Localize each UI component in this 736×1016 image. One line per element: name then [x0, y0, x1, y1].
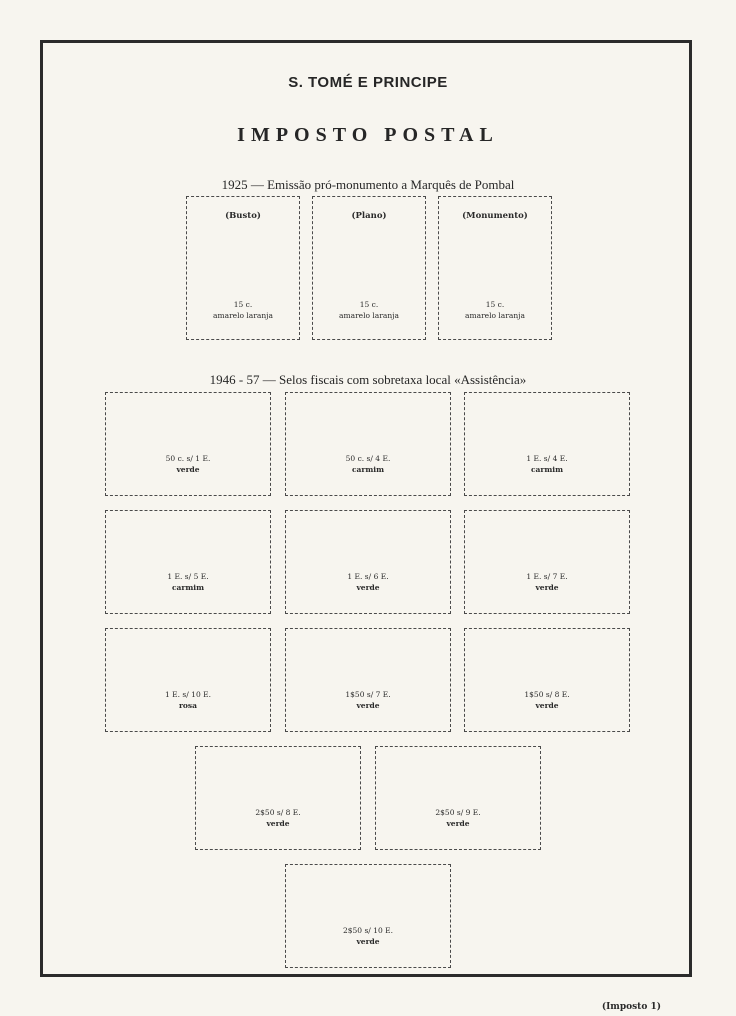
- stamp-color: verde: [176, 465, 200, 474]
- stamp-slot: [285, 392, 451, 496]
- section-title-1925: 1925 — Emissão pró-monumento a Marquês de Pombal: [221, 177, 515, 192]
- stamp-value: 2$50 s/ 9 E.: [435, 808, 481, 817]
- stamp-value: 1 E. s/ 4 E.: [526, 454, 568, 463]
- stamp-slot: [464, 510, 630, 614]
- stamp-slot: [312, 196, 426, 340]
- stamp-slot: [105, 628, 271, 732]
- stamp-color: verde: [356, 701, 380, 710]
- stamp-color: carmim: [171, 583, 205, 592]
- stamp-value: 1 E. s/ 7 E.: [526, 572, 568, 581]
- stamp-color: verde: [535, 583, 559, 592]
- stamp-slot: [464, 628, 630, 732]
- stamp-value: 50 c. s/ 4 E.: [345, 454, 391, 463]
- stamp-color: carmim: [530, 465, 564, 474]
- stamp-color: verde: [266, 819, 290, 828]
- stamp-color: amarelo laranja: [465, 311, 525, 320]
- stamp-value: 1$50 s/ 8 E.: [524, 690, 570, 699]
- stamp-heading: (Plano): [351, 211, 387, 221]
- stamp-value: 15 c.: [485, 300, 505, 309]
- stamp-slot: [105, 510, 271, 614]
- stamp-value: 1 E. s/ 5 E.: [167, 572, 209, 581]
- stamp-value: 1 E. s/ 10 E.: [165, 690, 211, 699]
- stamp-color: amarelo laranja: [339, 311, 399, 320]
- stamp-slot: [285, 628, 451, 732]
- stamp-heading: (Busto): [225, 211, 261, 221]
- stamp-color: verde: [356, 583, 380, 592]
- stamp-value: 2$50 s/ 10 E.: [342, 926, 394, 935]
- stamp-color: amarelo laranja: [213, 311, 273, 320]
- stamp-value: 50 c. s/ 1 E.: [165, 454, 211, 463]
- stamp-slot: [438, 196, 552, 340]
- stamp-heading: (Monumento): [462, 211, 528, 221]
- stamp-color: verde: [535, 701, 559, 710]
- stamp-value: 15 c.: [233, 300, 253, 309]
- stamp-slot: [285, 864, 451, 968]
- section-title-1946: 1946 - 57 — Selos fiscais com sobretaxa local «Assistência»: [209, 372, 527, 387]
- stamp-slot: [285, 510, 451, 614]
- stamp-slot: [195, 746, 361, 850]
- page-footer: (Imposto 1): [601, 1002, 661, 1012]
- stamp-color: rosa: [178, 701, 198, 710]
- stamp-value: 15 c.: [359, 300, 379, 309]
- stamp-color: verde: [446, 819, 470, 828]
- stamp-value: 1 E. s/ 6 E.: [347, 572, 389, 581]
- stamp-value: 1$50 s/ 7 E.: [345, 690, 391, 699]
- country-title: S. TOMÉ E PRINCIPE: [288, 74, 448, 91]
- stamp-slot: [464, 392, 630, 496]
- page-title: IMPOSTO POSTAL: [237, 124, 499, 146]
- stamp-color: carmim: [351, 465, 385, 474]
- stamp-color: verde: [356, 937, 380, 946]
- stamp-value: 2$50 s/ 8 E.: [255, 808, 301, 817]
- stamp-slot: [186, 196, 300, 340]
- stamp-slot: [105, 392, 271, 496]
- stamp-slot: [375, 746, 541, 850]
